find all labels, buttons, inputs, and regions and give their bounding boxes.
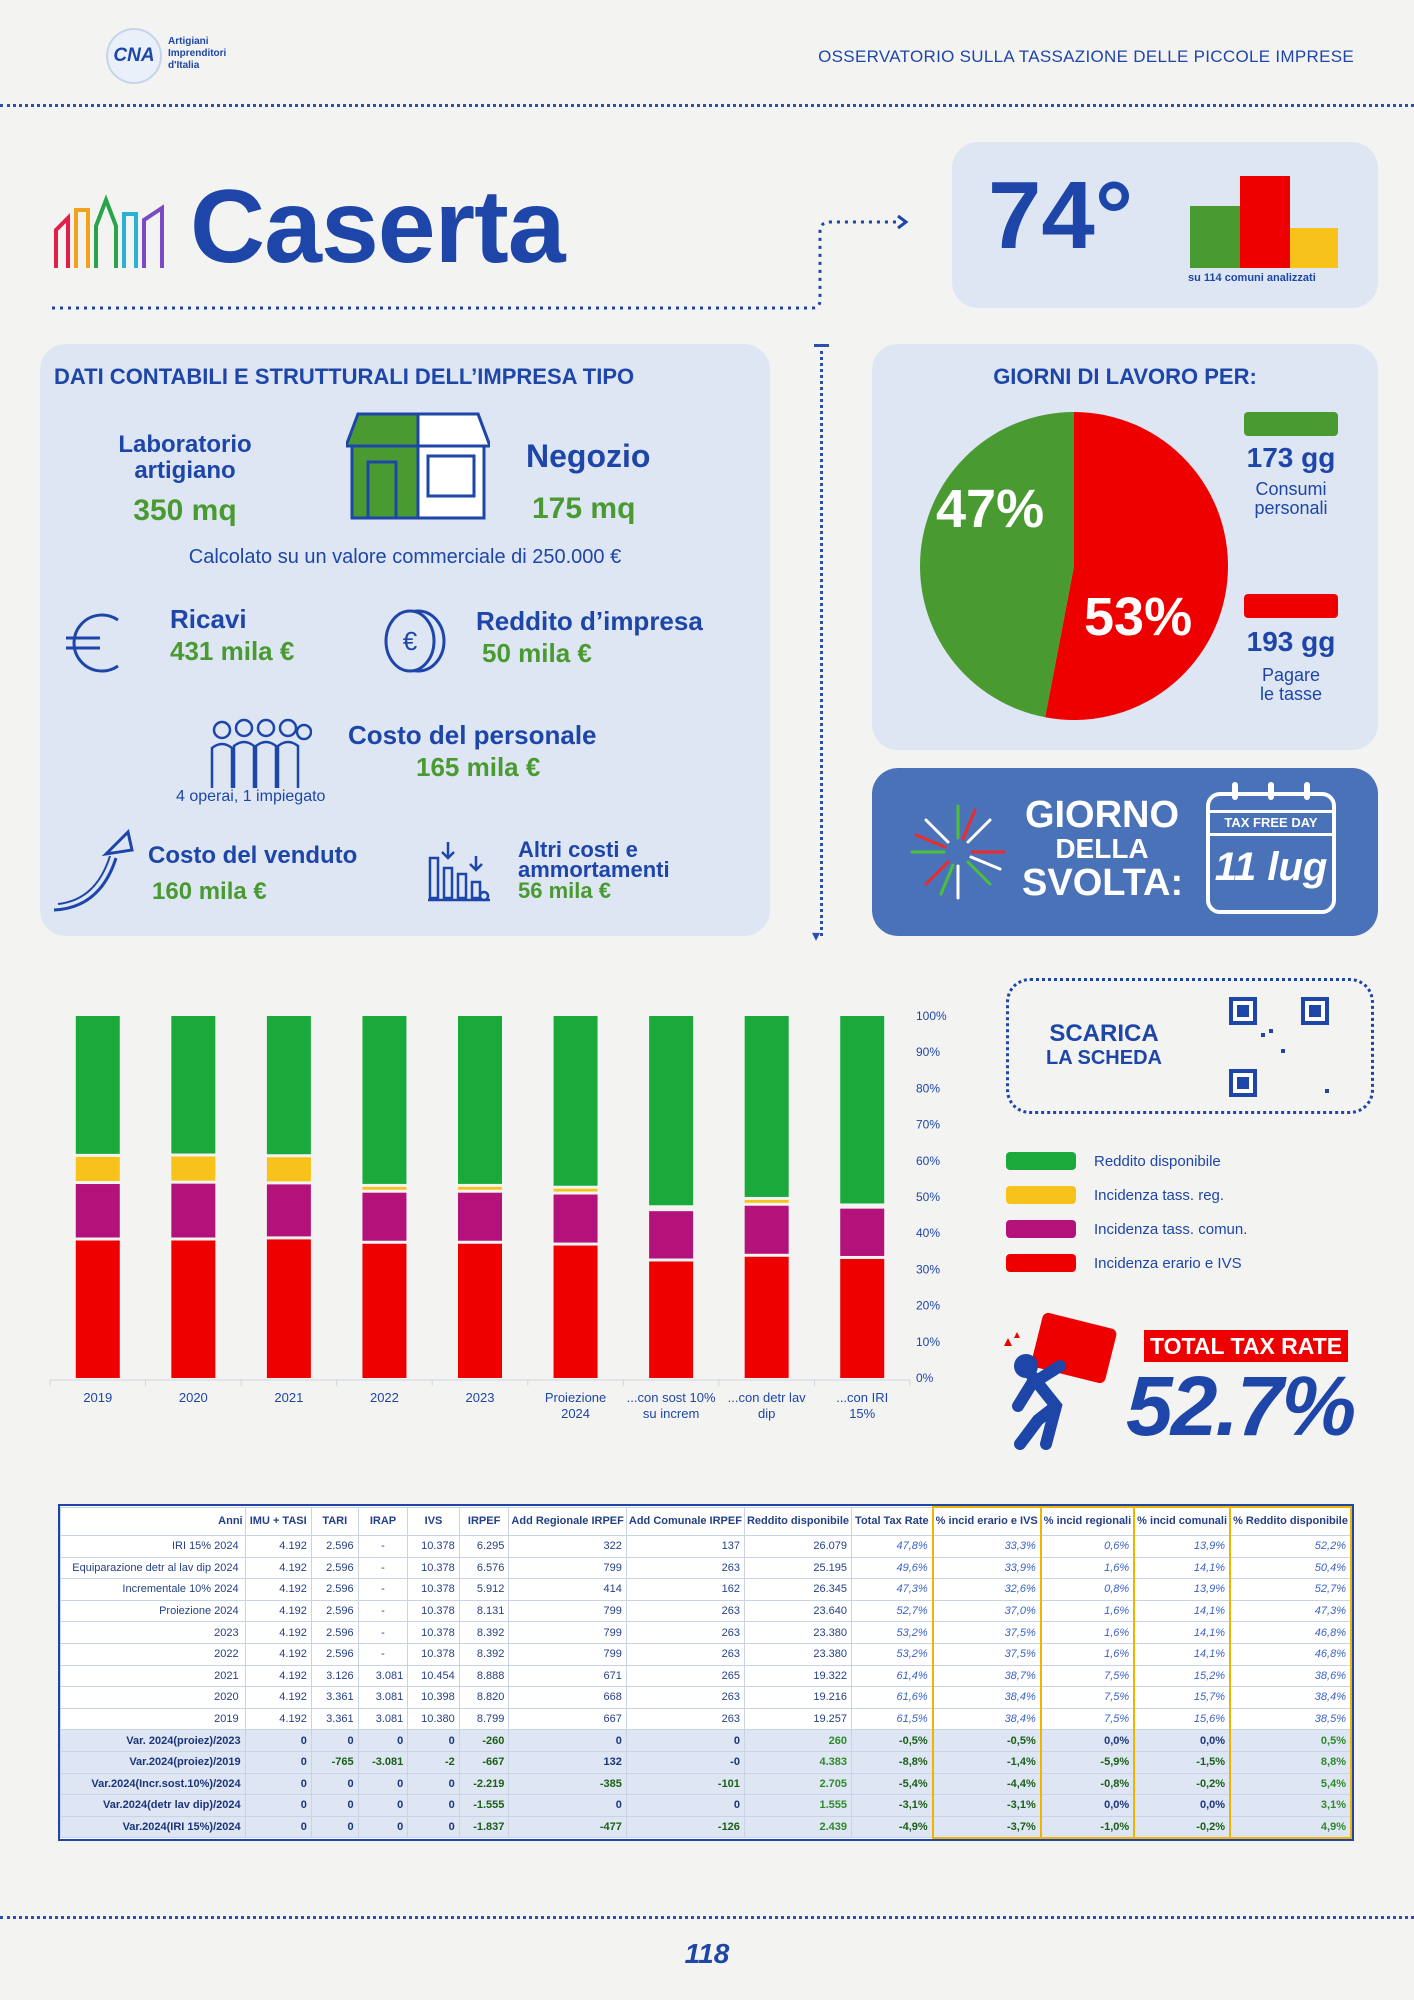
shop-value: 175 mq xyxy=(532,492,636,525)
rank-bar-red xyxy=(1240,176,1290,268)
revenue-label: Ricavi xyxy=(170,604,247,634)
legend-item: Incidenza erario e IVS xyxy=(1006,1246,1247,1280)
x-tick-label: Proiezione xyxy=(544,1390,607,1405)
bar-segment xyxy=(362,1244,406,1378)
shop-label: Negozio xyxy=(526,438,651,474)
bar-segment xyxy=(171,1184,215,1238)
y-tick-label: 0% xyxy=(916,1371,934,1385)
calendar-ring xyxy=(1304,782,1310,800)
download-box[interactable] xyxy=(1006,978,1374,1114)
other-value: 56 mila € xyxy=(518,878,611,903)
x-tick-label: 15% xyxy=(849,1406,876,1421)
bar-segment xyxy=(840,1016,884,1203)
x-tick-label: 2023 xyxy=(465,1390,495,1405)
rank-value: 74° xyxy=(988,162,1134,269)
x-tick-label: 2021 xyxy=(274,1390,304,1405)
other-label: Altri costi e ammortamenti xyxy=(518,837,670,882)
bar-segment xyxy=(554,1016,598,1186)
cna-logo xyxy=(106,28,162,84)
legend-red-swatch xyxy=(1244,594,1338,618)
bar-segment xyxy=(362,1187,406,1190)
table-row: Proiezione 2024 4.192 2.596 - 10.378 8.131 799 263 23.640 52,7% 37,0% 1,6% 14,1% 47,3% xyxy=(61,1600,1352,1622)
vertical-divider xyxy=(820,344,823,936)
tax-free-day-card xyxy=(872,768,1378,936)
green-days-label: Consumi personali xyxy=(1254,479,1328,518)
calc-note: Calcolato su un valore commerciale di 250.000 € xyxy=(188,546,622,568)
bar-segment xyxy=(745,1016,789,1197)
x-tick-label: su increm xyxy=(642,1406,700,1421)
table-header: IRPEF xyxy=(459,1507,509,1536)
table-header: % incid erario e IVS xyxy=(933,1507,1041,1536)
table-header: Anni xyxy=(61,1507,246,1536)
bar-segment xyxy=(554,1189,598,1192)
workdays-card xyxy=(872,344,1378,750)
bar-segment xyxy=(554,1195,598,1243)
table-header: Total Tax Rate xyxy=(852,1507,933,1536)
tax-burden-icon xyxy=(998,1310,1124,1450)
total-tax-value: 52.7% xyxy=(1126,1359,1355,1453)
bar-segment xyxy=(458,1187,502,1190)
stacked-bar-chart xyxy=(40,1010,970,1430)
y-tick-label: 10% xyxy=(916,1334,941,1349)
bar-segment xyxy=(458,1016,502,1184)
bar-segment xyxy=(267,1239,311,1378)
table-header: Add Comunale IRPEF xyxy=(626,1507,744,1536)
rocket-icon xyxy=(50,828,138,914)
page-number: 118 xyxy=(684,1938,730,1969)
bar-segment xyxy=(76,1184,120,1237)
bar-segment xyxy=(745,1206,789,1254)
table-header: % incid regionali xyxy=(1041,1507,1134,1536)
total-tax-label: TOTAL TAX RATE xyxy=(1144,1330,1348,1362)
variation-row: Var. 2024(proiez)/2023 0 0 0 0 -260 0 0 260 -0,5% -0,5% 0,0% 0,0% 0,5% xyxy=(61,1730,1352,1752)
svg-text:€: € xyxy=(402,626,418,656)
report-title: OSSERVATORIO SULLA TASSAZIONE DELLE PICCOLE IMPRESE xyxy=(818,47,1354,66)
x-tick-label: ...con IRI xyxy=(836,1390,889,1405)
workdays-pie-chart xyxy=(918,410,1230,722)
staff-note: 4 operai, 1 impiegato xyxy=(176,788,326,805)
divider-arrow-bottom: ▾ xyxy=(812,928,821,945)
y-tick-label: 80% xyxy=(916,1081,941,1096)
footer-divider xyxy=(0,1916,1414,1919)
variation-row: Var.2024(proiez)/2019 0 -765 -3.081 -2 -667 132 -0 4.383 -8,8% -1,4% -5,9% -1,5% 8,8% xyxy=(61,1751,1352,1773)
bar-segment xyxy=(745,1200,789,1203)
tax-free-date: 11 lug xyxy=(1214,845,1328,889)
tax-data-table xyxy=(58,1504,1354,1841)
table-row: 2019 4.192 3.361 3.081 10.380 8.799 667 263 19.257 61,5% 38,4% 7,5% 15,6% 38,5% xyxy=(61,1708,1352,1730)
x-tick-label: ...con sost 10% xyxy=(626,1390,716,1405)
green-days: 173 gg xyxy=(1246,442,1336,473)
workdays-title: GIORNI DI LAVORO PER: xyxy=(993,364,1257,389)
y-tick-label: 40% xyxy=(916,1226,941,1241)
bar-segment xyxy=(362,1193,406,1241)
shop-icon xyxy=(346,412,490,522)
calendar-ring xyxy=(1232,782,1238,800)
rank-note: su 114 comuni analizzati xyxy=(1188,272,1316,284)
x-tick-label: ...con detr lav xyxy=(727,1390,806,1405)
bar-segment xyxy=(458,1244,502,1378)
bar-segment xyxy=(76,1016,120,1154)
bar-segment xyxy=(840,1209,884,1256)
y-tick-label: 30% xyxy=(916,1262,941,1277)
x-tick-label: 2019 xyxy=(83,1390,113,1405)
x-tick-label: 2024 xyxy=(561,1406,591,1421)
table-row: Equiparazione detr al lav dip 2024 4.192 2.596 - 10.378 6.576 799 263 25.195 49,6% 33,9% 1,6% 14,1% 50,4% xyxy=(61,1557,1352,1579)
logo-text: CNA xyxy=(113,45,155,66)
bar-segment xyxy=(267,1016,311,1154)
rank-bar-yellow xyxy=(1290,228,1338,268)
table-row: 2020 4.192 3.361 3.081 10.398 8.820 668 263 19.216 61,6% 38,4% 7,5% 15,7% 38,4% xyxy=(61,1687,1352,1709)
divider-cap-top xyxy=(814,344,829,347)
bar-segment xyxy=(649,1261,693,1378)
x-tick-label: dip xyxy=(757,1406,776,1421)
calendar-icon xyxy=(1206,792,1336,914)
table-header: % incid comunali xyxy=(1134,1507,1230,1536)
table-row: 2023 4.192 2.596 - 10.378 8.392 799 263 23.380 53,2% 37,5% 1,6% 14,1% 46,8% xyxy=(61,1622,1352,1644)
table-header: IMU + TASI xyxy=(245,1507,311,1536)
income-label: Reddito d’impresa xyxy=(476,606,703,636)
x-tick-label: 2020 xyxy=(178,1390,208,1405)
table-header: IRAP xyxy=(358,1507,408,1536)
euro-icon xyxy=(60,608,130,678)
download-text: SCARICA LA SCHEDA xyxy=(1046,1020,1162,1069)
workers-icon xyxy=(208,718,312,792)
rank-bar-green xyxy=(1190,206,1240,268)
y-tick-label: 90% xyxy=(916,1045,941,1060)
bar-segment xyxy=(840,1259,884,1378)
bar-segment xyxy=(458,1193,502,1241)
cogs-label: Costo del venduto xyxy=(148,842,358,869)
y-tick-label: 100% xyxy=(916,1010,947,1023)
rank-card xyxy=(952,142,1378,308)
revenue-value: 431 mila € xyxy=(170,636,295,666)
bar-segment xyxy=(649,1016,693,1205)
red-days: 193 gg xyxy=(1246,626,1336,657)
logo-subtitle: Artigiani Imprenditori d'Italia xyxy=(168,36,227,71)
chart-legend xyxy=(1006,1144,1247,1280)
bar-segment xyxy=(267,1184,311,1236)
company-card xyxy=(40,344,770,936)
cogs-value: 160 mila € xyxy=(152,878,267,905)
y-tick-label: 70% xyxy=(916,1117,941,1132)
lab-value: 350 mq xyxy=(133,494,237,527)
variation-row: Var.2024(Incr.sost.10%)/2024 0 0 0 0 -2.219 -385 -101 2.705 -5,4% -4,4% -0,8% -0,2% 5,4% xyxy=(61,1773,1352,1795)
legend-item: Incidenza tass. comun. xyxy=(1006,1212,1247,1246)
calendar-ring xyxy=(1268,782,1274,800)
coin-icon xyxy=(382,606,448,676)
header-divider xyxy=(0,104,1414,107)
table-header: IVS xyxy=(408,1507,460,1536)
company-title: DATI CONTABILI E STRUTTURALI DELL’IMPRESA TIPO xyxy=(54,364,635,389)
bar-segment xyxy=(171,1240,215,1378)
bar-segment xyxy=(76,1157,120,1181)
y-tick-label: 50% xyxy=(916,1190,941,1204)
fireworks-icon xyxy=(906,800,1010,904)
table-header: Add Regionale IRPEF xyxy=(509,1507,626,1536)
pie-label-green: 47% xyxy=(936,479,1045,539)
table-row: 2022 4.192 2.596 - 10.378 8.392 799 263 23.380 53,2% 37,5% 1,6% 14,1% 46,8% xyxy=(61,1643,1352,1665)
table-row: Incrementale 10% 2024 4.192 2.596 - 10.378 5.912 414 162 26.345 47,3% 32,6% 0,8% 13,9% 52,7% xyxy=(61,1579,1352,1601)
bar-segment xyxy=(649,1211,693,1258)
bar-segment xyxy=(745,1257,789,1378)
connector-line xyxy=(52,212,912,312)
red-days-label: Pagare le tasse xyxy=(1259,665,1323,704)
table-row: 2021 4.192 3.126 3.081 10.454 8.888 671 265 19.322 61,4% 38,7% 7,5% 15,2% 38,6% xyxy=(61,1665,1352,1687)
income-value: 50 mila € xyxy=(482,638,592,668)
pie-label-red: 53% xyxy=(1084,587,1193,647)
x-tick-label: 2022 xyxy=(369,1390,399,1405)
bar-segment xyxy=(171,1016,215,1154)
bar-segment xyxy=(171,1157,215,1181)
bar-segment xyxy=(76,1240,120,1378)
table-header: % Reddito disponibile xyxy=(1230,1507,1351,1536)
staff-value: 165 mila € xyxy=(416,752,541,782)
legend-item: Reddito disponibile xyxy=(1006,1144,1247,1178)
qr-code-icon[interactable] xyxy=(1229,997,1329,1097)
tax-free-badge: TAX FREE DAY xyxy=(1210,810,1332,836)
pie-slice-green xyxy=(920,412,1074,717)
variation-row: Var.2024(detr lav dip)/2024 0 0 0 0 -1.555 0 0 1.555 -3,1% -3,1% 0,0% 0,0% 3,1% xyxy=(61,1795,1352,1817)
legend-green-swatch xyxy=(1244,412,1338,436)
bar-segment xyxy=(267,1157,311,1181)
bar-segment xyxy=(362,1016,406,1184)
lab-label: Laboratorio artigiano xyxy=(118,431,252,484)
variation-row: Var.2024(IRI 15%)/2024 0 0 0 0 -1.837 -477 -126 2.439 -4,9% -3,7% -1,0% -0,2% 4,9% xyxy=(61,1816,1352,1838)
y-tick-label: 60% xyxy=(916,1153,941,1168)
turning-day-text: GIORNO DELLA SVOLTA: xyxy=(1022,794,1184,904)
staff-label: Costo del personale xyxy=(348,720,597,750)
table-row: IRI 15% 2024 4.192 2.596 - 10.378 6.295 322 137 26.079 47,8% 33,3% 0,6% 13,9% 52,2% xyxy=(61,1536,1352,1558)
legend-item: Incidenza tass. reg. xyxy=(1006,1178,1247,1212)
city-name: Caserta xyxy=(190,169,565,285)
costs-chart-icon xyxy=(426,838,492,904)
y-tick-label: 20% xyxy=(916,1298,941,1313)
table-header: TARI xyxy=(311,1507,358,1536)
bar-segment xyxy=(554,1246,598,1378)
table-header: Reddito disponibile xyxy=(744,1507,851,1536)
